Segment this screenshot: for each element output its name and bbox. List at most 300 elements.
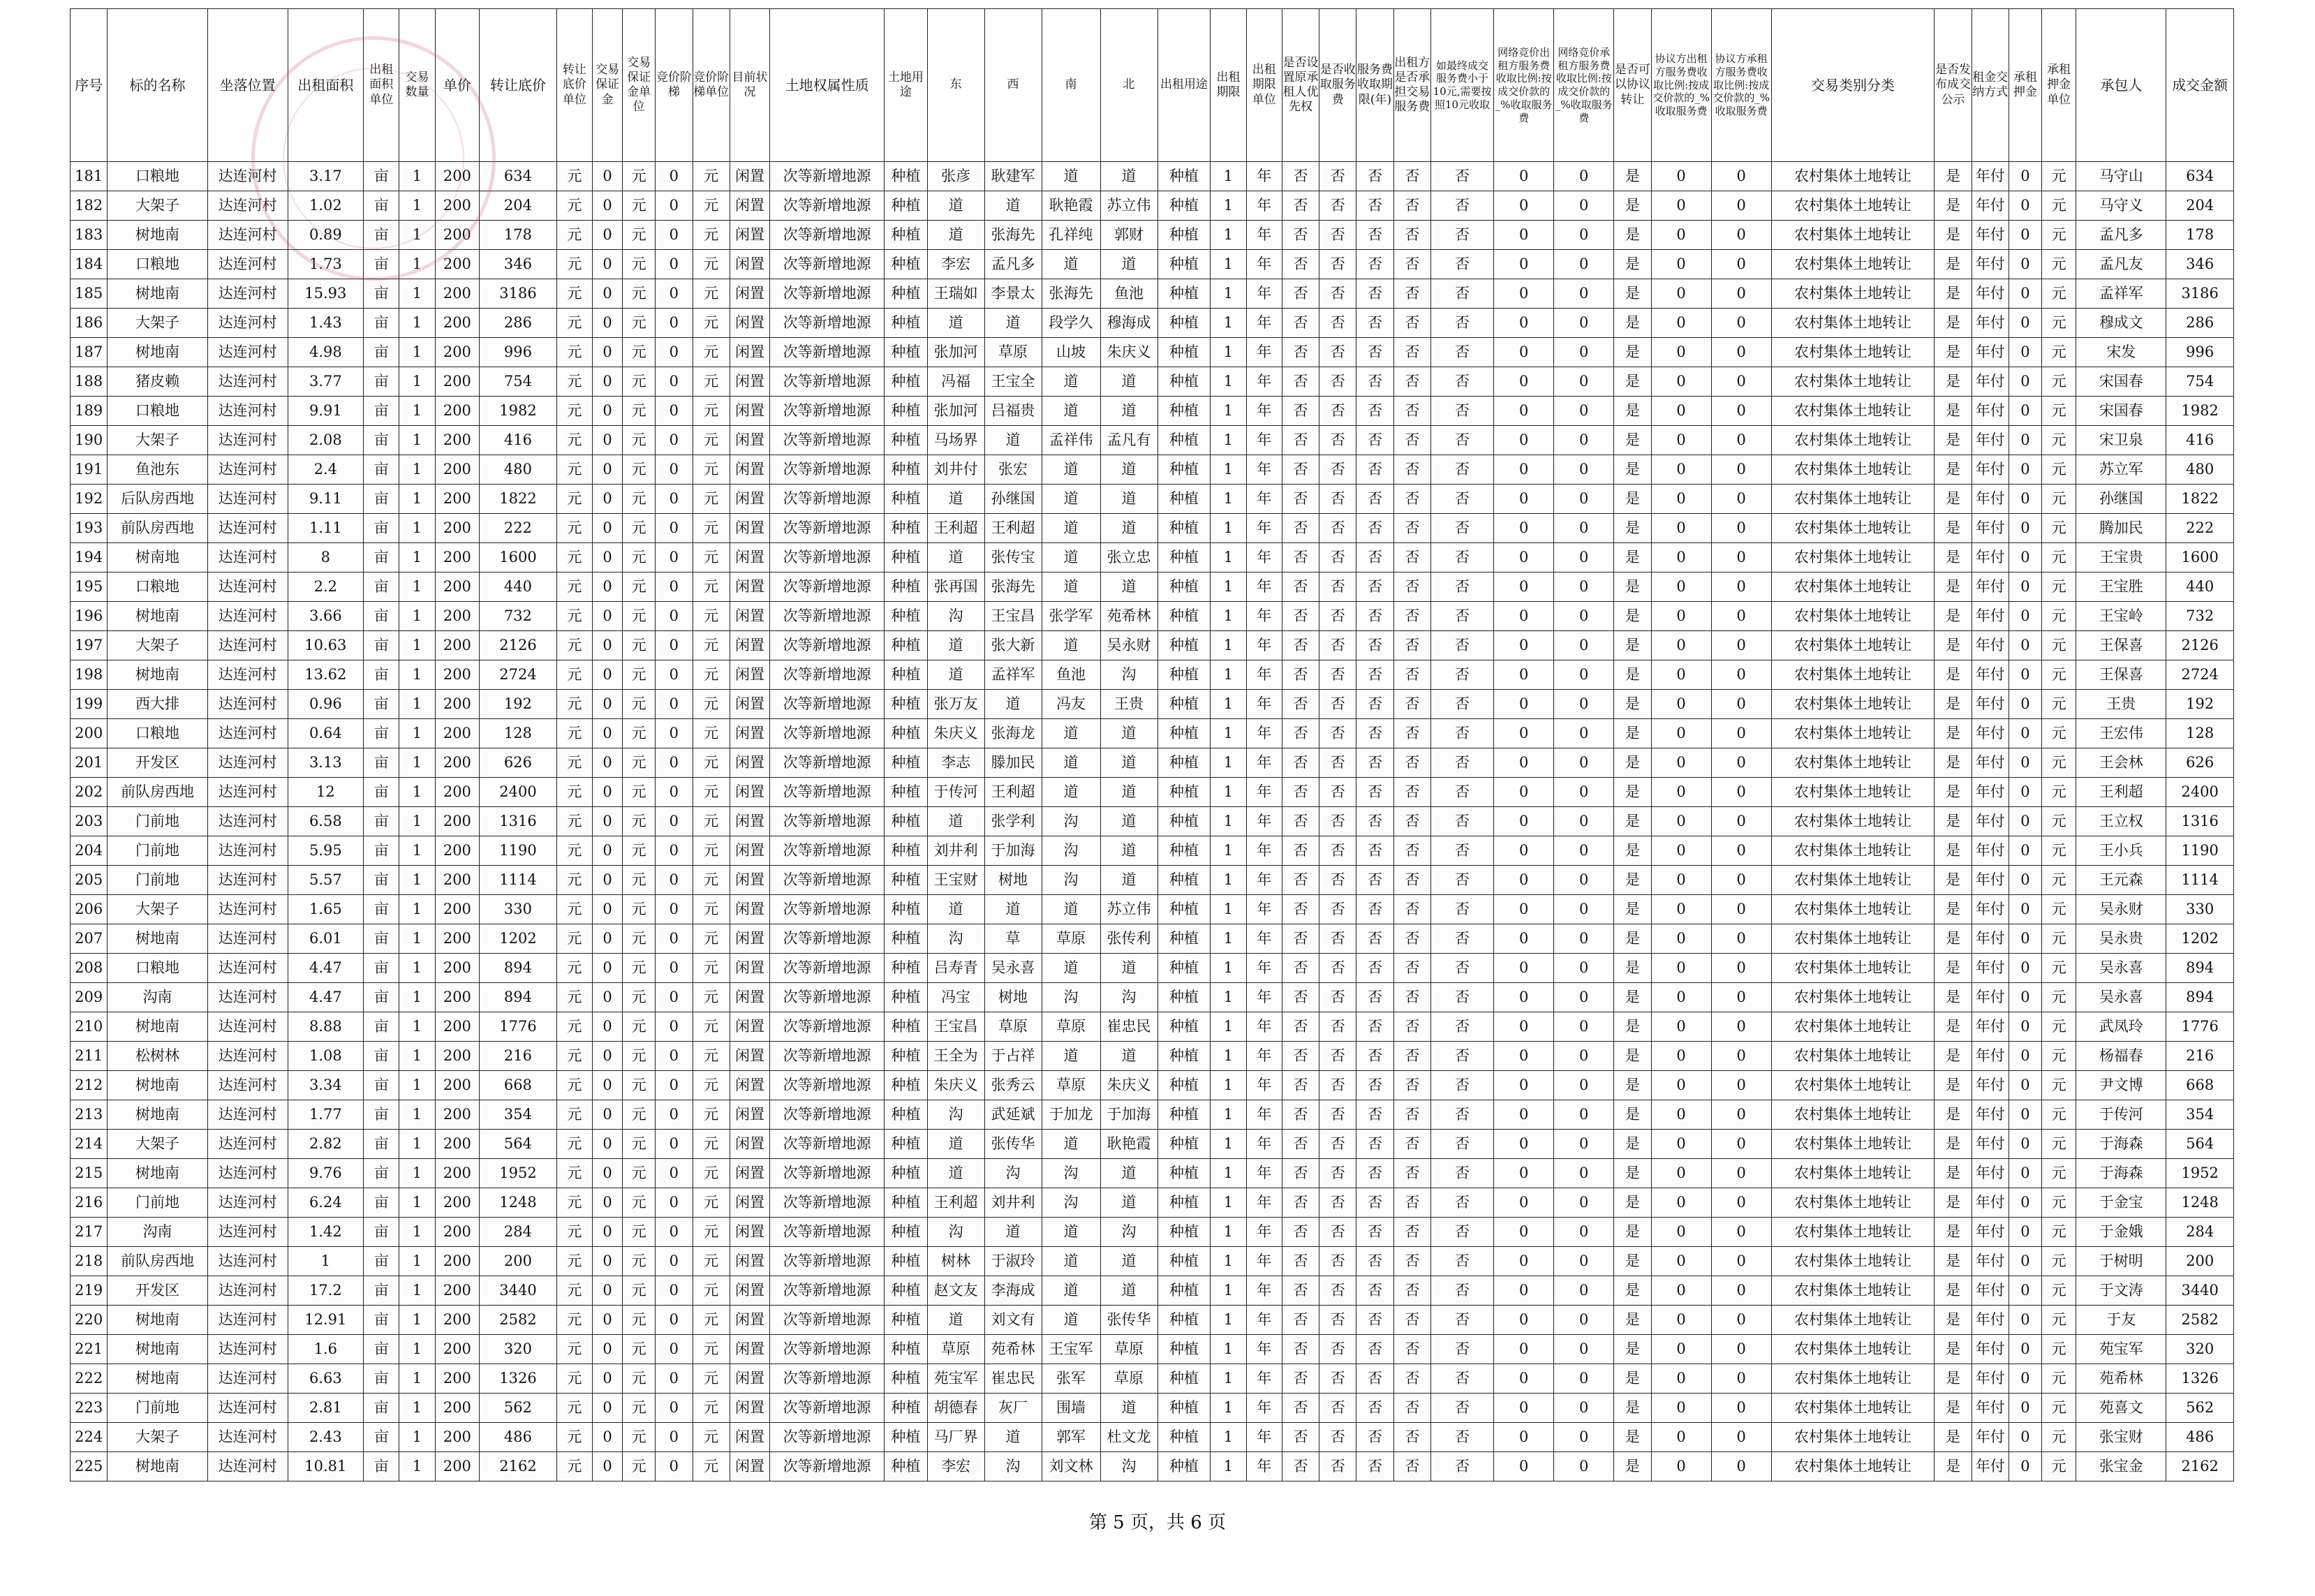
table-cell: 李海成 xyxy=(984,1276,1042,1306)
table-cell: 0 xyxy=(593,602,623,631)
table-cell: 209 xyxy=(71,983,108,1012)
table-cell: 农村集体土地转让 xyxy=(1771,338,1935,367)
table-cell: 年付 xyxy=(1972,191,2009,221)
table-cell: 道 xyxy=(1100,748,1158,778)
table-cell: 道 xyxy=(1042,778,1100,807)
table-cell: 是 xyxy=(1614,954,1651,983)
table-cell: 0 xyxy=(656,895,693,924)
table-cell: 种植 xyxy=(885,191,927,221)
table-cell: 亩 xyxy=(364,162,399,191)
table-cell: 元 xyxy=(623,1394,656,1423)
table-cell: 2.4 xyxy=(288,455,364,485)
table-cell: 元 xyxy=(556,543,592,572)
table-cell: 0 xyxy=(656,1364,693,1394)
table-cell: 元 xyxy=(623,1159,656,1188)
table-cell: 0 xyxy=(593,778,623,807)
table-cell: 种植 xyxy=(1158,221,1211,250)
table-cell: 年付 xyxy=(1972,836,2009,866)
table-cell: 1 xyxy=(399,983,435,1012)
table-cell: 1 xyxy=(1211,924,1246,954)
table-cell: 次等新增地源 xyxy=(770,836,885,866)
table-cell: 200 xyxy=(435,778,480,807)
table-cell: 道 xyxy=(1100,397,1158,426)
table-cell: 0 xyxy=(1711,279,1771,309)
table-cell: 元 xyxy=(2042,221,2076,250)
table-cell: 0 xyxy=(593,983,623,1012)
table-cell: 沟 xyxy=(1042,866,1100,895)
table-cell: 0 xyxy=(1554,1423,1614,1452)
table-cell: 1 xyxy=(399,778,435,807)
table-cell: 孙继国 xyxy=(2076,485,2166,514)
table-cell: 0 xyxy=(593,1364,623,1394)
table-cell: 否 xyxy=(1393,602,1430,631)
table-cell: 是 xyxy=(1614,1188,1651,1218)
table-cell: 农村集体土地转让 xyxy=(1771,1130,1935,1159)
table-cell: 孟祥军 xyxy=(984,660,1042,690)
table-cell: 0 xyxy=(656,221,693,250)
table-cell: 种植 xyxy=(885,954,927,983)
table-cell: 张彦 xyxy=(927,162,984,191)
table-cell: 0 xyxy=(1554,279,1614,309)
table-cell: 0 xyxy=(1494,338,1554,367)
table-cell: 200 xyxy=(435,367,480,397)
table-cell: 种植 xyxy=(885,895,927,924)
table-cell: 0 xyxy=(656,954,693,983)
table-cell: 王宝财 xyxy=(927,866,984,895)
table-cell: 农村集体土地转让 xyxy=(1771,924,1935,954)
table-cell: 0 xyxy=(1711,748,1771,778)
table-cell: 否 xyxy=(1393,660,1430,690)
table-cell: 1 xyxy=(399,426,435,455)
table-cell: 是 xyxy=(1935,250,1972,279)
table-cell: 元 xyxy=(623,367,656,397)
table-cell: 元 xyxy=(556,1159,592,1188)
table-cell: 刘井利 xyxy=(984,1188,1042,1218)
table-cell: 是 xyxy=(1614,1306,1651,1335)
table-cell: 种植 xyxy=(885,572,927,602)
table-cell: 吴永财 xyxy=(1100,631,1158,660)
table-cell: 否 xyxy=(1356,250,1393,279)
table-cell: 年 xyxy=(1246,221,1282,250)
table-cell: 达连河村 xyxy=(207,1012,288,1042)
table-cell: 1 xyxy=(1211,1306,1246,1335)
table-cell: 是 xyxy=(1614,866,1651,895)
table-cell: 181 xyxy=(71,162,108,191)
table-cell: 王宝昌 xyxy=(984,602,1042,631)
table-cell: 达连河村 xyxy=(207,1364,288,1394)
table-cell: 元 xyxy=(623,485,656,514)
column-header: 转让底价单位 xyxy=(556,9,592,162)
table-cell: 0 xyxy=(1554,1042,1614,1071)
table-cell: 种植 xyxy=(1158,279,1211,309)
table-cell: 否 xyxy=(1430,543,1493,572)
table-cell: 215 xyxy=(71,1159,108,1188)
table-cell: 0 xyxy=(593,1188,623,1218)
table-cell: 达连河村 xyxy=(207,543,288,572)
table-cell: 1326 xyxy=(2166,1364,2234,1394)
table-cell: 大架子 xyxy=(108,191,207,221)
table-cell: 大架子 xyxy=(108,631,207,660)
table-cell: 种植 xyxy=(1158,397,1211,426)
table-cell: 0 xyxy=(1711,983,1771,1012)
table-cell: 年付 xyxy=(1972,1247,2009,1276)
table-cell: 元 xyxy=(2042,397,2076,426)
table-cell: 1 xyxy=(399,191,435,221)
table-cell: 1 xyxy=(1211,895,1246,924)
table-cell: 种植 xyxy=(1158,455,1211,485)
table-cell: 0 xyxy=(593,543,623,572)
table-cell: 0 xyxy=(2009,279,2041,309)
table-cell: 0 xyxy=(1711,660,1771,690)
table-cell: 次等新增地源 xyxy=(770,1306,885,1335)
table-cell: 闲置 xyxy=(730,1423,769,1452)
table-cell: 元 xyxy=(623,954,656,983)
table-cell: 440 xyxy=(480,572,557,602)
table-row xyxy=(71,631,2234,660)
table-cell: 否 xyxy=(1282,309,1319,338)
table-cell: 是 xyxy=(1614,895,1651,924)
table-cell: 0 xyxy=(1494,924,1554,954)
table-cell: 年 xyxy=(1246,1335,1282,1364)
table-cell: 元 xyxy=(2042,690,2076,719)
table-cell: 是 xyxy=(1935,367,1972,397)
table-cell: 否 xyxy=(1393,1364,1430,1394)
table-cell: 286 xyxy=(2166,309,2234,338)
table-cell: 1 xyxy=(399,1306,435,1335)
table-cell: 达连河村 xyxy=(207,954,288,983)
table-cell: 是 xyxy=(1935,455,1972,485)
table-cell: 0 xyxy=(1651,836,1711,866)
table-cell: 346 xyxy=(480,250,557,279)
table-row xyxy=(71,1364,2234,1394)
table-cell: 元 xyxy=(2042,983,2076,1012)
table-cell: 年付 xyxy=(1972,367,2009,397)
table-cell: 0 xyxy=(2009,778,2041,807)
table-cell: 0 xyxy=(1554,631,1614,660)
table-cell: 元 xyxy=(2042,1100,2076,1130)
table-cell: 否 xyxy=(1356,1159,1393,1188)
column-header: 单价 xyxy=(435,9,480,162)
table-cell: 220 xyxy=(71,1306,108,1335)
table-cell: 否 xyxy=(1393,954,1430,983)
table-cell: 是 xyxy=(1935,485,1972,514)
table-cell: 鱼池 xyxy=(1042,660,1100,690)
table-cell: 次等新增地源 xyxy=(770,309,885,338)
column-header: 序号 xyxy=(71,9,108,162)
table-cell: 否 xyxy=(1282,1364,1319,1394)
table-cell: 否 xyxy=(1282,1159,1319,1188)
table-cell: 否 xyxy=(1319,1100,1356,1130)
table-cell: 李宏 xyxy=(927,1452,984,1482)
table-cell: 年 xyxy=(1246,836,1282,866)
table-cell: 1 xyxy=(1211,485,1246,514)
table-cell: 孟凡多 xyxy=(984,250,1042,279)
table-cell: 道 xyxy=(927,309,984,338)
table-cell: 否 xyxy=(1282,719,1319,748)
table-cell: 种植 xyxy=(1158,895,1211,924)
table-cell: 1.02 xyxy=(288,191,364,221)
table-cell: 大架子 xyxy=(108,309,207,338)
table-cell: 亩 xyxy=(364,1452,399,1482)
table-cell: 于友 xyxy=(2076,1306,2166,1335)
table-row xyxy=(71,426,2234,455)
table-cell: 农村集体土地转让 xyxy=(1771,1042,1935,1071)
table-row xyxy=(71,221,2234,250)
table-cell: 农村集体土地转让 xyxy=(1771,778,1935,807)
table-cell: 0 xyxy=(2009,1276,2041,1306)
table-cell: 200 xyxy=(435,954,480,983)
table-cell: 朱庆义 xyxy=(927,1071,984,1100)
table-cell: 1 xyxy=(288,1247,364,1276)
table-cell: 道 xyxy=(927,191,984,221)
table-cell: 是 xyxy=(1935,1394,1972,1423)
table-cell: 年 xyxy=(1246,162,1282,191)
table-cell: 道 xyxy=(984,426,1042,455)
table-cell: 200 xyxy=(435,690,480,719)
table-cell: 198 xyxy=(71,660,108,690)
table-cell: 次等新增地源 xyxy=(770,1423,885,1452)
table-cell: 沟 xyxy=(1042,1188,1100,1218)
table-cell: 王宝军 xyxy=(1042,1335,1100,1364)
table-cell: 农村集体土地转让 xyxy=(1771,954,1935,983)
table-cell: 否 xyxy=(1282,543,1319,572)
table-cell: 沟南 xyxy=(108,1218,207,1247)
column-header: 出租用途 xyxy=(1158,9,1211,162)
table-cell: 4.98 xyxy=(288,338,364,367)
table-cell: 闲置 xyxy=(730,631,769,660)
table-cell: 年 xyxy=(1246,397,1282,426)
table-cell: 次等新增地源 xyxy=(770,807,885,836)
table-cell: 武凤玲 xyxy=(2076,1012,2166,1042)
table-cell: 0 xyxy=(1651,1100,1711,1130)
table-cell: 年付 xyxy=(1972,426,2009,455)
column-header: 承包人 xyxy=(2076,9,2166,162)
table-cell: 是 xyxy=(1614,543,1651,572)
table-cell: 是 xyxy=(1935,690,1972,719)
table-cell: 否 xyxy=(1393,1071,1430,1100)
table-cell: 894 xyxy=(2166,983,2234,1012)
table-cell: 闲置 xyxy=(730,162,769,191)
table-cell: 道 xyxy=(927,1306,984,1335)
table-cell: 达连河村 xyxy=(207,514,288,543)
table-cell: 否 xyxy=(1356,367,1393,397)
table-cell: 是 xyxy=(1935,1188,1972,1218)
table-cell: 闲置 xyxy=(730,309,769,338)
table-row xyxy=(71,866,2234,895)
table-cell: 张海先 xyxy=(1042,279,1100,309)
table-cell: 是 xyxy=(1614,1364,1651,1394)
table-cell: 1 xyxy=(1211,221,1246,250)
table-cell: 元 xyxy=(556,983,592,1012)
table-cell: 亩 xyxy=(364,1276,399,1306)
table-cell: 200 xyxy=(435,924,480,954)
table-cell: 否 xyxy=(1356,1188,1393,1218)
table-cell: 否 xyxy=(1356,1247,1393,1276)
table-cell: 否 xyxy=(1393,631,1430,660)
table-cell: 元 xyxy=(693,719,730,748)
table-cell: 否 xyxy=(1282,983,1319,1012)
table-cell: 否 xyxy=(1282,1276,1319,1306)
table-cell: 0 xyxy=(1651,1159,1711,1188)
table-cell: 次等新增地源 xyxy=(770,367,885,397)
table-cell: 0 xyxy=(1494,836,1554,866)
table-cell: 1 xyxy=(1211,367,1246,397)
table-row xyxy=(71,1188,2234,1218)
table-cell: 10.63 xyxy=(288,631,364,660)
table-cell: 王利超 xyxy=(984,778,1042,807)
table-cell: 否 xyxy=(1356,690,1393,719)
table-cell: 否 xyxy=(1319,514,1356,543)
column-header: 协议方出租方服务费收取比例:按成交价款的_%收取服务费 xyxy=(1651,9,1711,162)
table-cell: 否 xyxy=(1430,836,1493,866)
table-cell: 否 xyxy=(1356,1042,1393,1071)
table-cell: 亩 xyxy=(364,778,399,807)
table-cell: 0 xyxy=(1494,426,1554,455)
table-cell: 0 xyxy=(1554,397,1614,426)
table-cell: 达连河村 xyxy=(207,1218,288,1247)
table-cell: 0 xyxy=(2009,514,2041,543)
table-cell: 0 xyxy=(1711,338,1771,367)
table-cell: 1.43 xyxy=(288,309,364,338)
table-cell: 1 xyxy=(399,367,435,397)
table-cell: 农村集体土地转让 xyxy=(1771,572,1935,602)
table-cell: 张万友 xyxy=(927,690,984,719)
table-cell: 闲置 xyxy=(730,221,769,250)
table-cell: 孟凡友 xyxy=(2076,250,2166,279)
table-cell: 达连河村 xyxy=(207,1452,288,1482)
table-cell: 1 xyxy=(1211,1394,1246,1423)
table-cell: 种植 xyxy=(885,690,927,719)
table-cell: 年付 xyxy=(1972,572,2009,602)
table-cell: 是 xyxy=(1935,1042,1972,1071)
table-cell: 1 xyxy=(399,1188,435,1218)
table-cell: 否 xyxy=(1356,1012,1393,1042)
table-cell: 元 xyxy=(2042,602,2076,631)
table-cell: 元 xyxy=(2042,807,2076,836)
table-cell: 元 xyxy=(556,191,592,221)
table-cell: 道 xyxy=(927,895,984,924)
table-cell: 200 xyxy=(435,572,480,602)
table-cell: 农村集体土地转让 xyxy=(1771,1247,1935,1276)
table-cell: 大架子 xyxy=(108,1423,207,1452)
table-cell: 耿艳霞 xyxy=(1042,191,1100,221)
table-cell: 闲置 xyxy=(730,397,769,426)
table-cell: 0 xyxy=(1651,1394,1711,1423)
table-cell: 年 xyxy=(1246,660,1282,690)
column-header: 出租面积 xyxy=(288,9,364,162)
table-cell: 年 xyxy=(1246,426,1282,455)
table-cell: 0 xyxy=(1494,1335,1554,1364)
table-cell: 否 xyxy=(1356,1423,1393,1452)
table-cell: 种植 xyxy=(1158,162,1211,191)
table-cell: 门前地 xyxy=(108,866,207,895)
table-cell: 元 xyxy=(693,1130,730,1159)
table-cell: 否 xyxy=(1319,1130,1356,1159)
table-cell: 346 xyxy=(2166,250,2234,279)
table-cell: 195 xyxy=(71,572,108,602)
table-cell: 否 xyxy=(1393,866,1430,895)
table-row xyxy=(71,1335,2234,1364)
table-cell: 松树林 xyxy=(108,1042,207,1071)
table-cell: 否 xyxy=(1319,719,1356,748)
table-cell: 年付 xyxy=(1972,983,2009,1012)
table-cell: 0 xyxy=(593,1130,623,1159)
table-cell: 否 xyxy=(1356,895,1393,924)
table-cell: 否 xyxy=(1430,162,1493,191)
table-cell: 204 xyxy=(480,191,557,221)
table-cell: 否 xyxy=(1430,719,1493,748)
table-cell: 否 xyxy=(1393,1394,1430,1423)
table-cell: 达连河村 xyxy=(207,866,288,895)
table-cell: 0 xyxy=(1554,1218,1614,1247)
table-cell: 0 xyxy=(1711,1188,1771,1218)
table-cell: 2162 xyxy=(480,1452,557,1482)
table-cell: 于海森 xyxy=(2076,1130,2166,1159)
table-cell: 元 xyxy=(623,1042,656,1071)
table-cell: 是 xyxy=(1935,162,1972,191)
table-cell: 元 xyxy=(2042,924,2076,954)
table-cell: 于金娥 xyxy=(2076,1218,2166,1247)
table-cell: 否 xyxy=(1393,309,1430,338)
table-cell: 是 xyxy=(1935,895,1972,924)
table-cell: 否 xyxy=(1393,397,1430,426)
table-cell: 亩 xyxy=(364,660,399,690)
table-cell: 0.96 xyxy=(288,690,364,719)
table-cell: 0 xyxy=(1494,719,1554,748)
table-cell: 种植 xyxy=(885,836,927,866)
table-cell: 2724 xyxy=(480,660,557,690)
table-cell: 闲置 xyxy=(730,660,769,690)
table-cell: 480 xyxy=(2166,455,2234,485)
document-sheet xyxy=(70,8,2234,1509)
table-cell: 是 xyxy=(1614,778,1651,807)
table-cell: 200 xyxy=(435,1306,480,1335)
table-cell: 200 xyxy=(435,602,480,631)
table-cell: 否 xyxy=(1356,1071,1393,1100)
table-cell: 次等新增地源 xyxy=(770,602,885,631)
table-cell: 0 xyxy=(1494,1071,1554,1100)
table-cell: 是 xyxy=(1935,514,1972,543)
table-cell: 0 xyxy=(656,514,693,543)
table-row xyxy=(71,1042,2234,1071)
table-cell: 6.01 xyxy=(288,924,364,954)
table-cell: 1 xyxy=(1211,1423,1246,1452)
table-cell: 年付 xyxy=(1972,807,2009,836)
table-cell: 亩 xyxy=(364,866,399,895)
table-cell: 元 xyxy=(623,866,656,895)
table-cell: 次等新增地源 xyxy=(770,1012,885,1042)
table-cell: 1 xyxy=(1211,1452,1246,1482)
table-cell: 种植 xyxy=(1158,1423,1211,1452)
table-cell: 种植 xyxy=(885,748,927,778)
table-cell: 元 xyxy=(556,1218,592,1247)
table-cell: 否 xyxy=(1282,1394,1319,1423)
table-cell: 否 xyxy=(1430,426,1493,455)
table-cell: 否 xyxy=(1356,221,1393,250)
table-cell: 1202 xyxy=(2166,924,2234,954)
table-cell: 耿艳霞 xyxy=(1100,1130,1158,1159)
table-cell: 亩 xyxy=(364,1335,399,1364)
table-cell: 门前地 xyxy=(108,807,207,836)
table-cell: 894 xyxy=(480,954,557,983)
table-cell: 否 xyxy=(1393,1042,1430,1071)
table-cell: 0 xyxy=(1651,191,1711,221)
table-cell: 否 xyxy=(1319,338,1356,367)
table-cell: 1 xyxy=(1211,455,1246,485)
table-cell: 道 xyxy=(1100,1276,1158,1306)
table-cell: 否 xyxy=(1393,572,1430,602)
table-cell: 次等新增地源 xyxy=(770,162,885,191)
